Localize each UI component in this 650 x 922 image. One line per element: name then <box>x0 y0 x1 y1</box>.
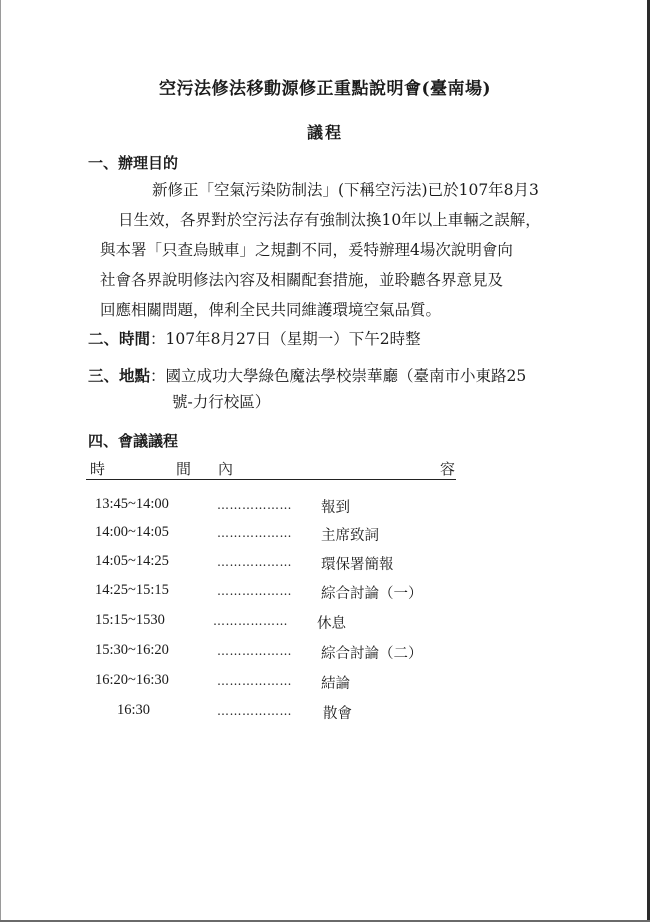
schedule-time: 16:30 <box>117 702 151 718</box>
section-2-number: 二、 <box>88 329 120 348</box>
section-3-label: 地點 <box>119 366 151 385</box>
schedule-leader-dots: ……………… <box>217 555 292 569</box>
schedule-time: 14:25~15:15 <box>95 582 169 598</box>
header-time-char-1: 時 <box>90 460 106 478</box>
schedule-time: 14:00~14:05 <box>95 524 169 540</box>
schedule-leader-dots: ……………… <box>217 674 292 688</box>
paragraph-line: 回應相關問題，俾利全民共同維護環境空氣品質。 <box>100 301 442 319</box>
section-4-heading <box>88 430 178 451</box>
paragraph-line: 新修正「空氣污染防制法」(下稱空污法)已於107年8月3 <box>152 181 539 199</box>
header-time-char-2: 間 <box>176 460 192 478</box>
schedule-leader-dots: ……………… <box>217 704 292 718</box>
schedule-time: 13:45~14:00 <box>95 496 169 512</box>
section-3-line-1: ：國立成功大學綠色魔法學校崇華廳（臺南市小東路25 <box>150 367 527 385</box>
schedule-item: 散會 <box>323 706 352 722</box>
schedule-leader-dots: ……………… <box>217 584 292 598</box>
section-1-heading <box>88 152 178 173</box>
schedule-item: 綜合討論（二） <box>321 646 423 662</box>
schedule-time: 15:30~16:20 <box>95 642 169 658</box>
schedule-leader-dots: ……………… <box>217 526 292 540</box>
schedule-time: 16:20~16:30 <box>95 672 169 688</box>
section-3-row <box>88 364 526 386</box>
schedule-leader-dots: ……………… <box>213 614 288 628</box>
paragraph-line: 與本署「只查烏賊車」之規劃不同，爰特辦理4場次說明會向 <box>100 241 513 259</box>
section-3-number: 三、 <box>88 366 120 385</box>
schedule-item: 主席致詞 <box>321 528 379 544</box>
section-1-number: 一、 <box>88 154 119 172</box>
schedule-item: 休息 <box>317 616 346 632</box>
section-1-label: 辦理目的 <box>118 154 179 172</box>
paragraph-line: 社會各界說明修法內容及相關配套措施，並聆聽各界意見及 <box>100 271 504 289</box>
header-content-char-1: 內 <box>218 460 234 478</box>
section-2-label: 時間 <box>119 329 151 348</box>
schedule-item: 環保署簡報 <box>321 557 394 573</box>
header-underline <box>86 479 456 480</box>
schedule-header <box>86 458 456 478</box>
section-3-line-2: 號-力行校區） <box>172 393 271 411</box>
section-2-text: ：107年8月27日（星期一）下午2時整 <box>150 330 421 348</box>
document-title: 空污法修法移動源修正重點說明會(臺南場) <box>158 79 492 99</box>
schedule-item: 綜合討論（一） <box>321 586 423 602</box>
paragraph-line: 日生效，各界對於空污法存有強制汰換10年以上車輛之誤解， <box>118 211 541 229</box>
section-1-paragraph <box>96 175 566 325</box>
schedule-item: 結論 <box>321 676 350 692</box>
document-subtitle: 議程 <box>306 123 343 142</box>
schedule-time: 15:15~1530 <box>95 612 165 628</box>
schedule-leader-dots: ……………… <box>217 498 292 512</box>
section-4-number: 四、 <box>88 432 119 450</box>
schedule-item: 報到 <box>321 500 350 516</box>
section-4-label: 會議議程 <box>118 432 179 450</box>
header-content-char-2: 容 <box>440 460 456 478</box>
section-2-row <box>88 327 421 349</box>
schedule-leader-dots: ……………… <box>217 644 292 658</box>
schedule-time: 14:05~14:25 <box>95 553 169 569</box>
